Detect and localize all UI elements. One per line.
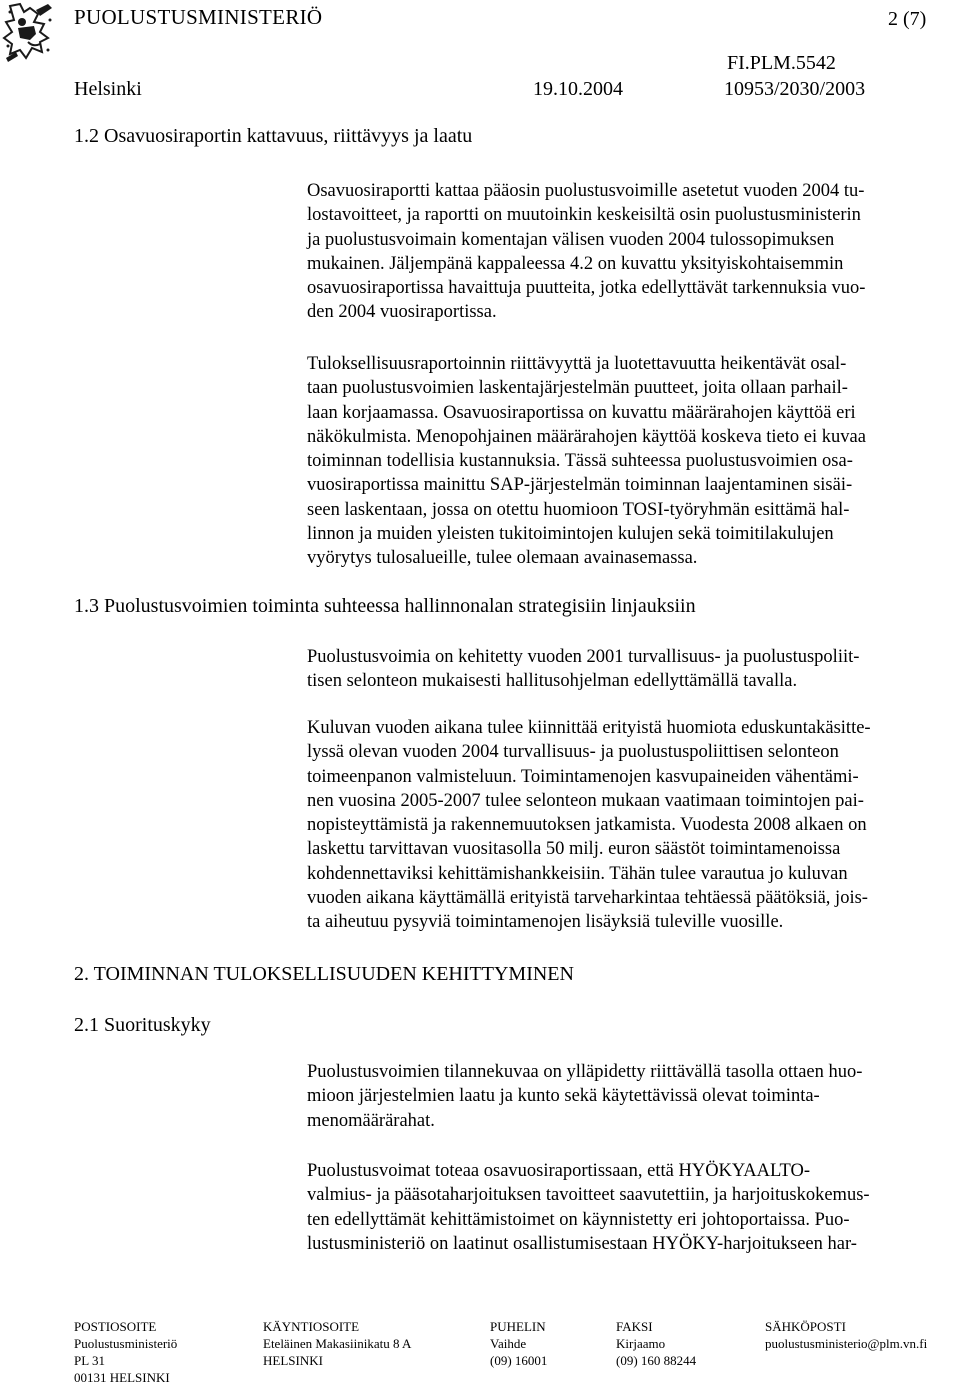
organization-name: PUOLUSTUSMINISTERIÖ <box>74 5 323 29</box>
text-line: näkökulmista. Menopohjainen määrärahojen käyttöä koskeva tieto ei kuvaa <box>307 426 866 447</box>
footer-label: FAKSI <box>616 1319 653 1334</box>
footer-label: POSTIOSOITE <box>74 1319 157 1334</box>
reference-number: 10953/2030/2003 <box>724 78 866 100</box>
paragraph <box>307 1060 955 1133</box>
document-code: FI.PLM.5542 <box>727 52 836 74</box>
footer-value: Puolustusministeriö <box>74 1336 178 1351</box>
paragraph <box>307 352 955 571</box>
text-line: lyssä olevan vuoden 2004 turvallisuus- ja puolustuspoliittisen selonteon <box>307 742 839 763</box>
text-line: vyörytys tulosalueille, tulee olemaan avainasemassa. <box>307 548 698 569</box>
text-line: Tuloksellisuusraportoinnin riittävyyttä ja luotettavuutta heikentävät osal- <box>307 354 847 374</box>
text-line: nen vuosina 2005-2007 tulee selonteon mukaan vaatimaan toimintojen pai- <box>307 790 864 811</box>
footer-value: Eteläinen Makasiinikatu 8 A <box>263 1336 412 1351</box>
text-line: toimeenpanon valmisteluun. Toimintamenojen kasvupaineiden vähentämi- <box>307 766 859 787</box>
footer-label: KÄYNTIOSOITE <box>263 1319 360 1334</box>
text-line: seen laskentaan, jossa on otettu huomioon TOSI-työryhmän esittämä hal- <box>307 499 850 520</box>
text-line: Osavuosiraportti kattaa pääosin puolustusvoimille asetetut vuoden 2004 tu- <box>307 181 865 201</box>
section-heading-1-3: 1.3 Puolustusvoimien toiminta suhteessa hallinnonalan strategisiin linjauksiin <box>74 595 696 617</box>
text-line: Puolustusvoimat toteaa osavuosiraportissaan, että HYÖKYAALTO- <box>307 1161 811 1181</box>
text-line: laan korjaamassa. Osavuosiraportissa on kuvattu määrärahojen käyttöä eri <box>307 402 856 423</box>
text-line: linnon ja muiden yleisten tukitoimintojen kulujen sekä toimitilakulujen <box>307 524 834 545</box>
text-line: mukainen. Jäljempänä kappaleessa 4.2 on kuvattu yksityiskohtaisemmin <box>307 253 844 274</box>
section-heading-2-1: 2.1 Suorituskyky <box>74 1014 211 1036</box>
paragraph <box>307 645 955 694</box>
text-line: mioon järjestelmien laatu ja kunto sekä käytettävissä olevat toiminta- <box>307 1086 820 1107</box>
document-date: 19.10.2004 <box>533 78 623 100</box>
text-line: Puolustusvoimien tilannekuvaa on ylläpidetty riittävällä tasolla ottaen huo- <box>307 1062 863 1082</box>
text-line: osavuosiraportissa havaittuja puutteita, jotka edellyttävät tarkennuksia vuo- <box>307 278 866 299</box>
footer-value: (09) 16001 <box>490 1353 548 1368</box>
text-line: tisen selonteon mukaisesti hallitusohjelman edellyttämällä tavalla. <box>307 671 798 692</box>
text-line: lostavoitteet, ja raportti on muutoinkin keskeisiltä osin puolustusministerin <box>307 205 861 226</box>
footer-visiting-address <box>263 1318 411 1369</box>
chapter-heading-2: 2. TOIMINNAN TULOKSELLISUUDEN KEHITTYMINEN <box>74 963 574 985</box>
text-line: den 2004 vuosiraportissa. <box>307 302 497 323</box>
text-line: vuoden aikana käyttämällä erityistä tarveharkintaa tehtäessä päätöksiä, jois- <box>307 888 868 909</box>
coat-of-arms-logo <box>0 0 62 66</box>
section-heading-1-2: 1.2 Osavuosiraportin kattavuus, riittävyys ja laatu <box>74 125 473 147</box>
footer-value: PL 31 <box>74 1353 105 1368</box>
footer-value: (09) 160 88244 <box>616 1353 697 1368</box>
footer-email <box>765 1318 927 1352</box>
paragraph <box>307 1159 955 1256</box>
email-link[interactable]: puolustusministerio@plm.vn.fi <box>765 1336 928 1351</box>
text-line: taan puolustusvoimien laskentajärjestelmän puutteet, joita ollaan parhail- <box>307 378 848 399</box>
footer-label: SÄHKÖPOSTI <box>765 1319 846 1334</box>
text-line: ten edellyttämät kehittämistoimet on käynnistetty eri johtoportaissa. Puo- <box>307 1209 850 1230</box>
text-line: kohdennettaviksi kehittämishankkeisiin. Tähän tulee varautua jo kuluvan <box>307 863 848 884</box>
city: Helsinki <box>74 78 142 100</box>
text-line: Puolustusvoimia on kehitetty vuoden 2001 turvallisuus- ja puolustuspoliit- <box>307 647 860 667</box>
text-line: menomäärärahat. <box>307 1110 435 1131</box>
text-line: laskettu tarvittavan vuositasolla 50 milj. euron säästöt toimintamenoissa <box>307 839 841 860</box>
paragraph <box>307 179 955 325</box>
footer-value: Kirjaamo <box>616 1336 666 1351</box>
text-line: lustusministeriö on laatinut osallistumisestaan HYÖKY-harjoitukseen har- <box>307 1233 857 1254</box>
footer-label: PUHELIN <box>490 1319 546 1334</box>
text-line: ja puolustusvoimain komentajan välisen vuoden 2004 tulossopimuksen <box>307 229 835 250</box>
footer-value: 00131 HELSINKI <box>74 1370 170 1385</box>
text-line: nopisteyttämistä ja rakennemuutoksen jatkamista. Vuodesta 2008 alkaen on <box>307 815 867 836</box>
footer-value: HELSINKI <box>263 1353 323 1368</box>
text-line: toiminnan todellisia kustannuksia. Tässä suhteessa puolustusvoimien osa- <box>307 451 853 472</box>
page-number: 2 (7) <box>888 8 927 30</box>
text-line: ta aiheutuu pysyviä toimintamenojen lisäyksiä tuleville vuosille. <box>307 912 784 933</box>
footer-fax <box>616 1318 696 1369</box>
text-line: valmius- ja pääsotaharjoituksen tavoitteet saavutettiin, ja harjoituskokemus- <box>307 1185 870 1206</box>
text-line: Kuluvan vuoden aikana tulee kiinnittää erityistä huomiota eduskuntakäsitte- <box>307 718 871 738</box>
footer-phone <box>490 1318 547 1369</box>
text-line: vuosiraportissa mainittu SAP-järjestelmän toiminnan laajentaminen sisäi- <box>307 475 853 496</box>
footer-postal-address <box>74 1318 177 1386</box>
footer-value: Vaihde <box>490 1336 527 1351</box>
paragraph <box>307 716 955 935</box>
